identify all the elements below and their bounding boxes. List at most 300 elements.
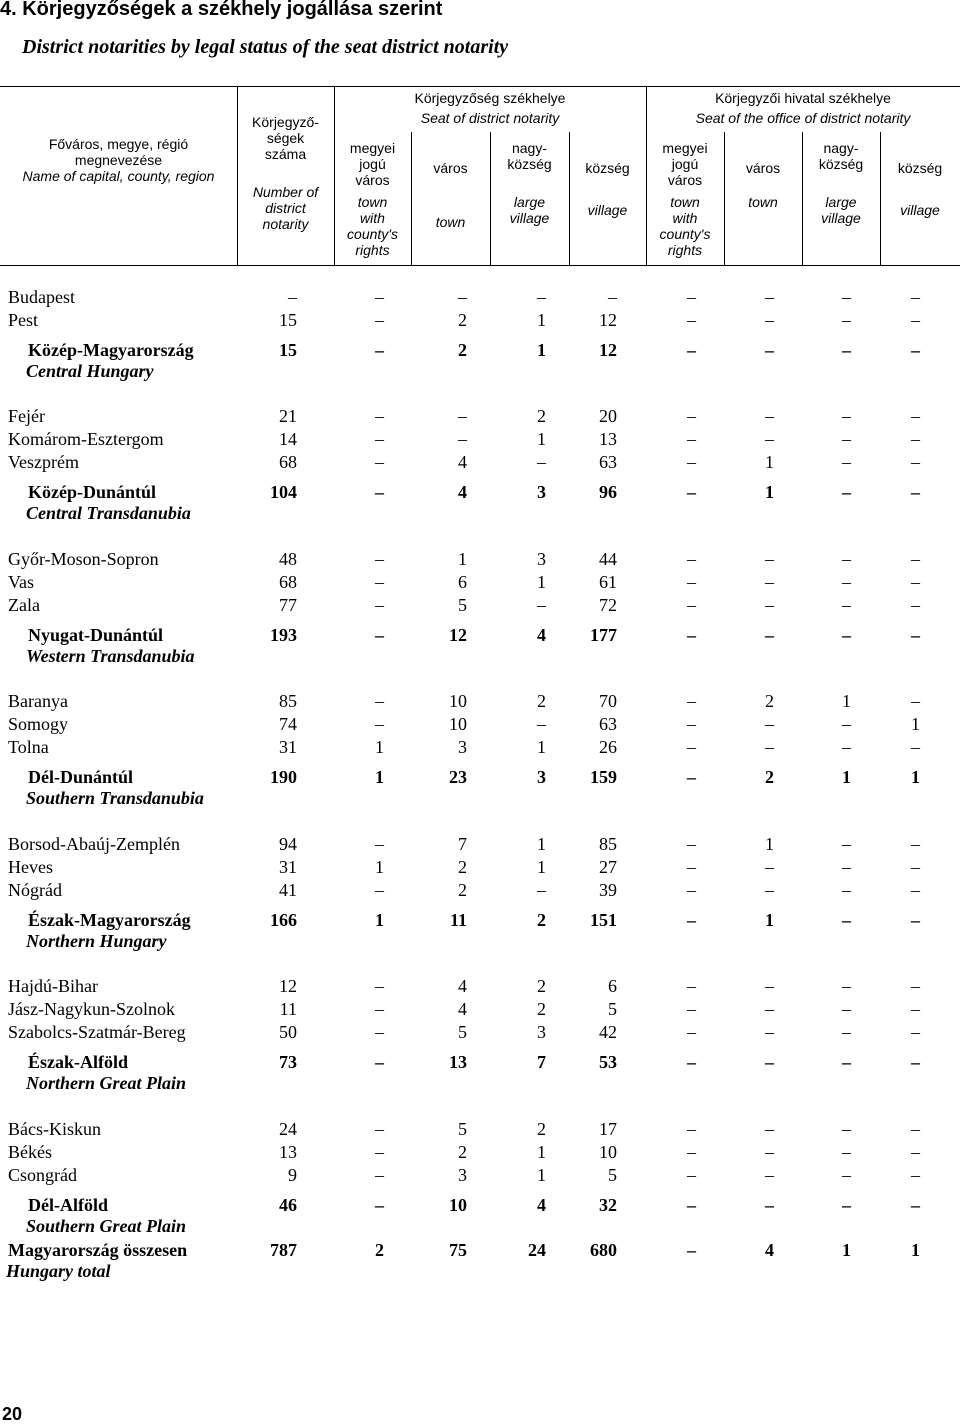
row-name-hungarian: Csongrád	[8, 1165, 77, 1185]
table-cell: –	[687, 1052, 696, 1072]
row-name-english: Western Transdanubia	[26, 646, 195, 666]
row-name-hungarian: Észak-Magyarország	[28, 910, 191, 930]
table-cell: 50	[279, 1022, 297, 1042]
table-cell: –	[842, 482, 851, 502]
header-group-office: Körjegyzői hivatal székhelye Seat of the office of district notarity	[695, 90, 911, 126]
row-name-english: Hungary total	[6, 1261, 111, 1281]
header-county-town: megyei jogú város town with county's rights	[347, 140, 398, 258]
table-cell: 85	[279, 691, 297, 711]
table-cell: –	[765, 1052, 774, 1072]
table-cell: –	[288, 287, 297, 307]
header-large-village: nagy- község large village	[818, 140, 864, 226]
table-cell: –	[375, 1142, 384, 1162]
table-cell: 2	[537, 1119, 546, 1139]
table-cell: 1	[537, 834, 546, 854]
table-cell: 4	[458, 452, 467, 472]
table-cell: –	[842, 1165, 851, 1185]
table-cell: –	[765, 1142, 774, 1162]
table-cell: 2	[375, 1240, 384, 1260]
table-cell: 75	[449, 1240, 467, 1260]
table-cell: –	[911, 834, 920, 854]
table-cell: 15	[279, 340, 297, 360]
table-cell: –	[458, 406, 467, 426]
region-label	[28, 767, 204, 809]
county-label	[8, 737, 49, 758]
table-cell: 159	[590, 767, 617, 787]
table-cell: 1	[765, 482, 774, 502]
row-name-hungarian: Tolna	[8, 737, 49, 757]
table-cell: –	[911, 1165, 920, 1185]
table-cell: –	[842, 999, 851, 1019]
county-label	[8, 1142, 52, 1163]
table-cell: –	[608, 287, 617, 307]
region-label	[28, 910, 191, 952]
table-cell: –	[375, 976, 384, 996]
table-cell: 24	[279, 1119, 297, 1139]
table-cell: 4	[537, 1195, 546, 1215]
table-cell: 1	[765, 910, 774, 930]
row-name-hungarian: Nógrád	[8, 880, 62, 900]
header-count-column: Körjegyző- ségek száma Number of district notarity	[252, 114, 319, 232]
table-cell: –	[842, 714, 851, 734]
table-cell: –	[765, 287, 774, 307]
table-cell: –	[687, 429, 696, 449]
table-cell: 11	[279, 999, 297, 1019]
county-label	[8, 976, 98, 997]
table-cell: 7	[458, 834, 467, 854]
county-label	[8, 549, 159, 570]
table-cell: –	[687, 310, 696, 330]
table-cell: 1	[537, 1165, 546, 1185]
table-cell: –	[375, 880, 384, 900]
table-cell: 193	[270, 625, 297, 645]
table-cell: –	[765, 429, 774, 449]
table-cell: 1	[537, 857, 546, 877]
row-name-hungarian: Zala	[8, 595, 40, 615]
region-label	[28, 1195, 186, 1237]
table-cell: 2	[537, 691, 546, 711]
table-cell: 2	[458, 857, 467, 877]
table-cell: 10	[449, 691, 467, 711]
table-cell: –	[842, 310, 851, 330]
table-cell: 42	[599, 1022, 617, 1042]
table-cell: 3	[537, 549, 546, 569]
table-cell: 4	[458, 976, 467, 996]
table-cell: –	[687, 714, 696, 734]
table-cell: 63	[599, 714, 617, 734]
table-cell: 1	[537, 572, 546, 592]
table-cell: 23	[449, 767, 467, 787]
table-cell: –	[687, 691, 696, 711]
table-cell: –	[842, 834, 851, 854]
county-label	[8, 857, 53, 878]
table-cell: –	[687, 625, 696, 645]
table-cell: –	[842, 572, 851, 592]
table-cell: 3	[537, 482, 546, 502]
table-cell: –	[765, 999, 774, 1019]
header-name-column: Főváros, megye, régió megnevezése Name of capital, county, region	[22, 136, 215, 184]
row-name-hungarian: Heves	[8, 857, 53, 877]
table-cell: –	[687, 880, 696, 900]
county-label	[8, 1119, 101, 1140]
county-label	[8, 452, 79, 473]
table-cell: 21	[279, 406, 297, 426]
table-cell: –	[842, 1052, 851, 1072]
table-cell: –	[911, 452, 920, 472]
table-cell: 68	[279, 572, 297, 592]
table-cell: –	[911, 976, 920, 996]
table-cell: –	[911, 1052, 920, 1072]
table-cell: –	[687, 976, 696, 996]
table-cell: 14	[279, 429, 297, 449]
table-cell: 10	[449, 714, 467, 734]
row-name-hungarian: Vas	[8, 572, 34, 592]
table-cell: –	[375, 482, 384, 502]
page-number: 20	[2, 1404, 23, 1424]
table-cell: 4	[765, 1240, 774, 1260]
table-cell: –	[911, 999, 920, 1019]
table-cell: 1	[458, 549, 467, 569]
table-cell: 48	[279, 549, 297, 569]
row-name-hungarian: Közép-Dunántúl	[28, 482, 157, 502]
table-cell: –	[687, 340, 696, 360]
table-cell: –	[765, 976, 774, 996]
row-name-hungarian: Szabolcs-Szatmár-Bereg	[8, 1022, 186, 1042]
table-cell: –	[537, 880, 546, 900]
table-cell: –	[911, 625, 920, 645]
table-cell: –	[911, 857, 920, 877]
row-name-hungarian: Somogy	[8, 714, 69, 734]
region-label	[28, 625, 195, 667]
table-cell: –	[375, 1119, 384, 1139]
county-label	[8, 1022, 186, 1043]
table-cell: –	[458, 287, 467, 307]
table-title-hungarian: 4. Körjegyzőségek a székhely jogállása szerint	[0, 0, 443, 20]
header-village: község village	[585, 160, 630, 218]
table-cell: –	[765, 406, 774, 426]
table-cell: 2	[458, 1142, 467, 1162]
county-label	[8, 834, 180, 855]
region-label	[28, 1052, 186, 1094]
row-name-hungarian: Hajdú-Bihar	[8, 976, 98, 996]
county-label	[8, 429, 164, 450]
table-cell: 17	[599, 1119, 617, 1139]
table-cell: –	[687, 406, 696, 426]
table-cell: 1	[537, 429, 546, 449]
table-cell: 2	[537, 406, 546, 426]
table-cell: –	[537, 714, 546, 734]
table-cell: 166	[270, 910, 297, 930]
table-cell: 15	[279, 310, 297, 330]
table-cell: 6	[458, 572, 467, 592]
table-cell: –	[375, 429, 384, 449]
table-cell: 96	[599, 482, 617, 502]
table-cell: 3	[537, 1022, 546, 1042]
table-cell: –	[765, 880, 774, 900]
table-cell: –	[842, 880, 851, 900]
table-cell: –	[687, 572, 696, 592]
table-cell: 10	[449, 1195, 467, 1215]
row-name-english: Central Hungary	[26, 361, 154, 381]
table-cell: 5	[608, 1165, 617, 1185]
table-cell: 2	[458, 340, 467, 360]
table-cell: 41	[279, 880, 297, 900]
table-cell: 2	[537, 976, 546, 996]
table-cell: 12	[279, 976, 297, 996]
table-cell: –	[537, 452, 546, 472]
table-cell: –	[842, 452, 851, 472]
table-cell: –	[842, 1142, 851, 1162]
row-name-hungarian: Közép-Magyarország	[28, 340, 194, 360]
table-cell: –	[375, 572, 384, 592]
table-cell: 63	[599, 452, 617, 472]
header-top-rule	[0, 86, 960, 87]
table-cell: –	[765, 1119, 774, 1139]
table-cell: 68	[279, 452, 297, 472]
table-cell: –	[537, 595, 546, 615]
row-name-english: Northern Great Plain	[26, 1073, 187, 1093]
table-cell: 3	[537, 767, 546, 787]
table-cell: –	[375, 310, 384, 330]
table-cell: 20	[599, 406, 617, 426]
table-cell: 680	[590, 1240, 617, 1260]
table-cell: 72	[599, 595, 617, 615]
table-cell: –	[911, 549, 920, 569]
table-cell: –	[537, 287, 546, 307]
table-cell: –	[687, 1165, 696, 1185]
table-cell: –	[842, 549, 851, 569]
table-cell: –	[911, 1142, 920, 1162]
table-cell: 31	[279, 857, 297, 877]
table-cell: 70	[599, 691, 617, 711]
row-name-hungarian: Baranya	[8, 691, 68, 711]
table-cell: 94	[279, 834, 297, 854]
table-cell: 74	[279, 714, 297, 734]
table-cell: –	[911, 910, 920, 930]
table-cell: –	[687, 287, 696, 307]
table-cell: 1	[842, 1240, 851, 1260]
table-cell: 2	[765, 767, 774, 787]
header-county-town: megyei jogú város town with county's rights	[659, 140, 711, 258]
county-label	[8, 572, 34, 593]
header-large-village: nagy- község large village	[507, 140, 552, 226]
table-cell: –	[687, 1022, 696, 1042]
table-cell: –	[765, 549, 774, 569]
table-cell: –	[687, 1142, 696, 1162]
table-cell: 1	[842, 767, 851, 787]
table-cell: –	[842, 1119, 851, 1139]
table-cell: –	[765, 1195, 774, 1215]
table-cell: –	[842, 595, 851, 615]
table-cell: –	[375, 549, 384, 569]
table-cell: 27	[599, 857, 617, 877]
table-cell: 10	[599, 1142, 617, 1162]
table-cell: –	[765, 572, 774, 592]
row-name-hungarian: Pest	[8, 310, 39, 330]
table-cell: 4	[458, 482, 467, 502]
table-cell: 1	[537, 310, 546, 330]
table-cell: 2	[458, 310, 467, 330]
county-label	[8, 406, 45, 427]
table-cell: 5	[458, 1119, 467, 1139]
table-cell: 5	[458, 1022, 467, 1042]
table-cell: –	[765, 340, 774, 360]
table-cell: –	[375, 714, 384, 734]
table-cell: –	[911, 737, 920, 757]
table-cell: 151	[590, 910, 617, 930]
table-cell: 13	[449, 1052, 467, 1072]
table-cell: –	[842, 287, 851, 307]
table-cell: –	[842, 910, 851, 930]
table-cell: 24	[528, 1240, 546, 1260]
table-cell: –	[765, 310, 774, 330]
header-town: város town	[433, 160, 468, 230]
table-cell: –	[375, 595, 384, 615]
table-cell: 61	[599, 572, 617, 592]
table-cell: –	[375, 1052, 384, 1072]
row-name-english: Southern Transdanubia	[26, 788, 204, 808]
row-name-hungarian: Dél-Dunántúl	[28, 767, 134, 787]
county-label	[8, 595, 40, 616]
table-cell: 13	[599, 429, 617, 449]
table-cell: –	[687, 737, 696, 757]
region-label	[28, 482, 191, 524]
row-name-english: Northern Hungary	[26, 931, 167, 951]
table-cell: 5	[458, 595, 467, 615]
table-cell: –	[687, 910, 696, 930]
table-cell: 787	[270, 1240, 297, 1260]
table-cell: 7	[537, 1052, 546, 1072]
table-cell: –	[911, 691, 920, 711]
table-cell: –	[842, 976, 851, 996]
table-cell: 3	[458, 737, 467, 757]
table-cell: –	[375, 834, 384, 854]
table-cell: 1	[375, 767, 384, 787]
table-cell: –	[687, 767, 696, 787]
table-cell: –	[842, 406, 851, 426]
table-cell: 2	[537, 910, 546, 930]
table-cell: 5	[608, 999, 617, 1019]
table-cell: 31	[279, 737, 297, 757]
table-cell: 73	[279, 1052, 297, 1072]
table-cell: –	[375, 406, 384, 426]
table-cell: –	[911, 1195, 920, 1215]
table-cell: 1	[537, 1142, 546, 1162]
row-name-hungarian: Békés	[8, 1142, 52, 1162]
table-cell: –	[458, 429, 467, 449]
header-bottom-rule	[0, 265, 960, 266]
table-cell: 6	[608, 976, 617, 996]
table-cell: –	[687, 999, 696, 1019]
table-cell: –	[911, 406, 920, 426]
table-cell: –	[687, 1119, 696, 1139]
table-cell: 39	[599, 880, 617, 900]
table-cell: 12	[599, 340, 617, 360]
row-name-hungarian: Budapest	[8, 287, 75, 307]
table-cell: –	[375, 1195, 384, 1215]
table-cell: –	[911, 310, 920, 330]
table-cell: –	[911, 1022, 920, 1042]
row-name-hungarian: Veszprém	[8, 452, 79, 472]
table-cell: 13	[279, 1142, 297, 1162]
row-name-hungarian: Győr-Moson-Sopron	[8, 549, 159, 569]
table-cell: –	[911, 572, 920, 592]
table-cell: –	[375, 452, 384, 472]
table-cell: –	[687, 1195, 696, 1215]
table-cell: 1	[375, 910, 384, 930]
table-cell: –	[687, 549, 696, 569]
row-name-hungarian: Komárom-Esztergom	[8, 429, 164, 449]
table-cell: 2	[537, 999, 546, 1019]
row-name-hungarian: Dél-Alföld	[28, 1195, 108, 1215]
table-cell: –	[765, 1022, 774, 1042]
row-name-hungarian: Magyarország összesen	[8, 1240, 188, 1260]
table-cell: –	[911, 482, 920, 502]
table-cell: –	[687, 452, 696, 472]
table-cell: –	[765, 737, 774, 757]
table-cell: 1	[911, 767, 920, 787]
table-cell: 104	[270, 482, 297, 502]
header-village: község village	[897, 160, 943, 218]
table-cell: 77	[279, 595, 297, 615]
table-title-english: District notarities by legal status of the seat district notarity	[22, 36, 509, 58]
total-label	[8, 1240, 187, 1282]
row-name-hungarian: Bács-Kiskun	[8, 1119, 101, 1139]
table-cell: 3	[458, 1165, 467, 1185]
table-cell: 53	[599, 1052, 617, 1072]
table-cell: 4	[537, 625, 546, 645]
table-cell: –	[842, 340, 851, 360]
table-cell: 1	[375, 737, 384, 757]
table-cell: –	[687, 1240, 696, 1260]
table-cell: –	[842, 737, 851, 757]
row-name-english: Central Transdanubia	[26, 503, 191, 523]
row-name-hungarian: Jász-Nagykun-Szolnok	[8, 999, 175, 1019]
table-cell: 46	[279, 1195, 297, 1215]
row-name-hungarian: Fejér	[8, 406, 45, 426]
table-cell: –	[765, 714, 774, 734]
table-cell: –	[842, 1195, 851, 1215]
table-cell: 1	[911, 714, 920, 734]
table-cell: 190	[270, 767, 297, 787]
table-cell: 1	[765, 834, 774, 854]
region-label	[28, 340, 194, 382]
table-cell: 1	[537, 340, 546, 360]
row-name-hungarian: Észak-Alföld	[28, 1052, 129, 1072]
table-cell: –	[765, 1165, 774, 1185]
table-cell: –	[842, 1022, 851, 1042]
header-town: város town	[745, 160, 781, 210]
table-cell: –	[375, 1165, 384, 1185]
table-cell: 1	[765, 452, 774, 472]
table-cell: 11	[449, 910, 467, 930]
table-cell: 1	[375, 857, 384, 877]
table-cell: 177	[590, 625, 617, 645]
header-group-seat: Körjegyzőség székhelye Seat of district notarity	[414, 90, 566, 126]
table-cell: –	[765, 595, 774, 615]
county-label	[8, 999, 175, 1020]
table-cell: –	[842, 857, 851, 877]
table-cell: 4	[458, 999, 467, 1019]
table-cell: –	[765, 625, 774, 645]
row-name-hungarian: Borsod-Abaúj-Zemplén	[8, 834, 180, 854]
county-label	[8, 1165, 77, 1186]
county-label	[8, 880, 62, 901]
table-cell: –	[687, 595, 696, 615]
county-label	[8, 691, 68, 712]
table-cell: 9	[288, 1165, 297, 1185]
table-cell: –	[911, 340, 920, 360]
